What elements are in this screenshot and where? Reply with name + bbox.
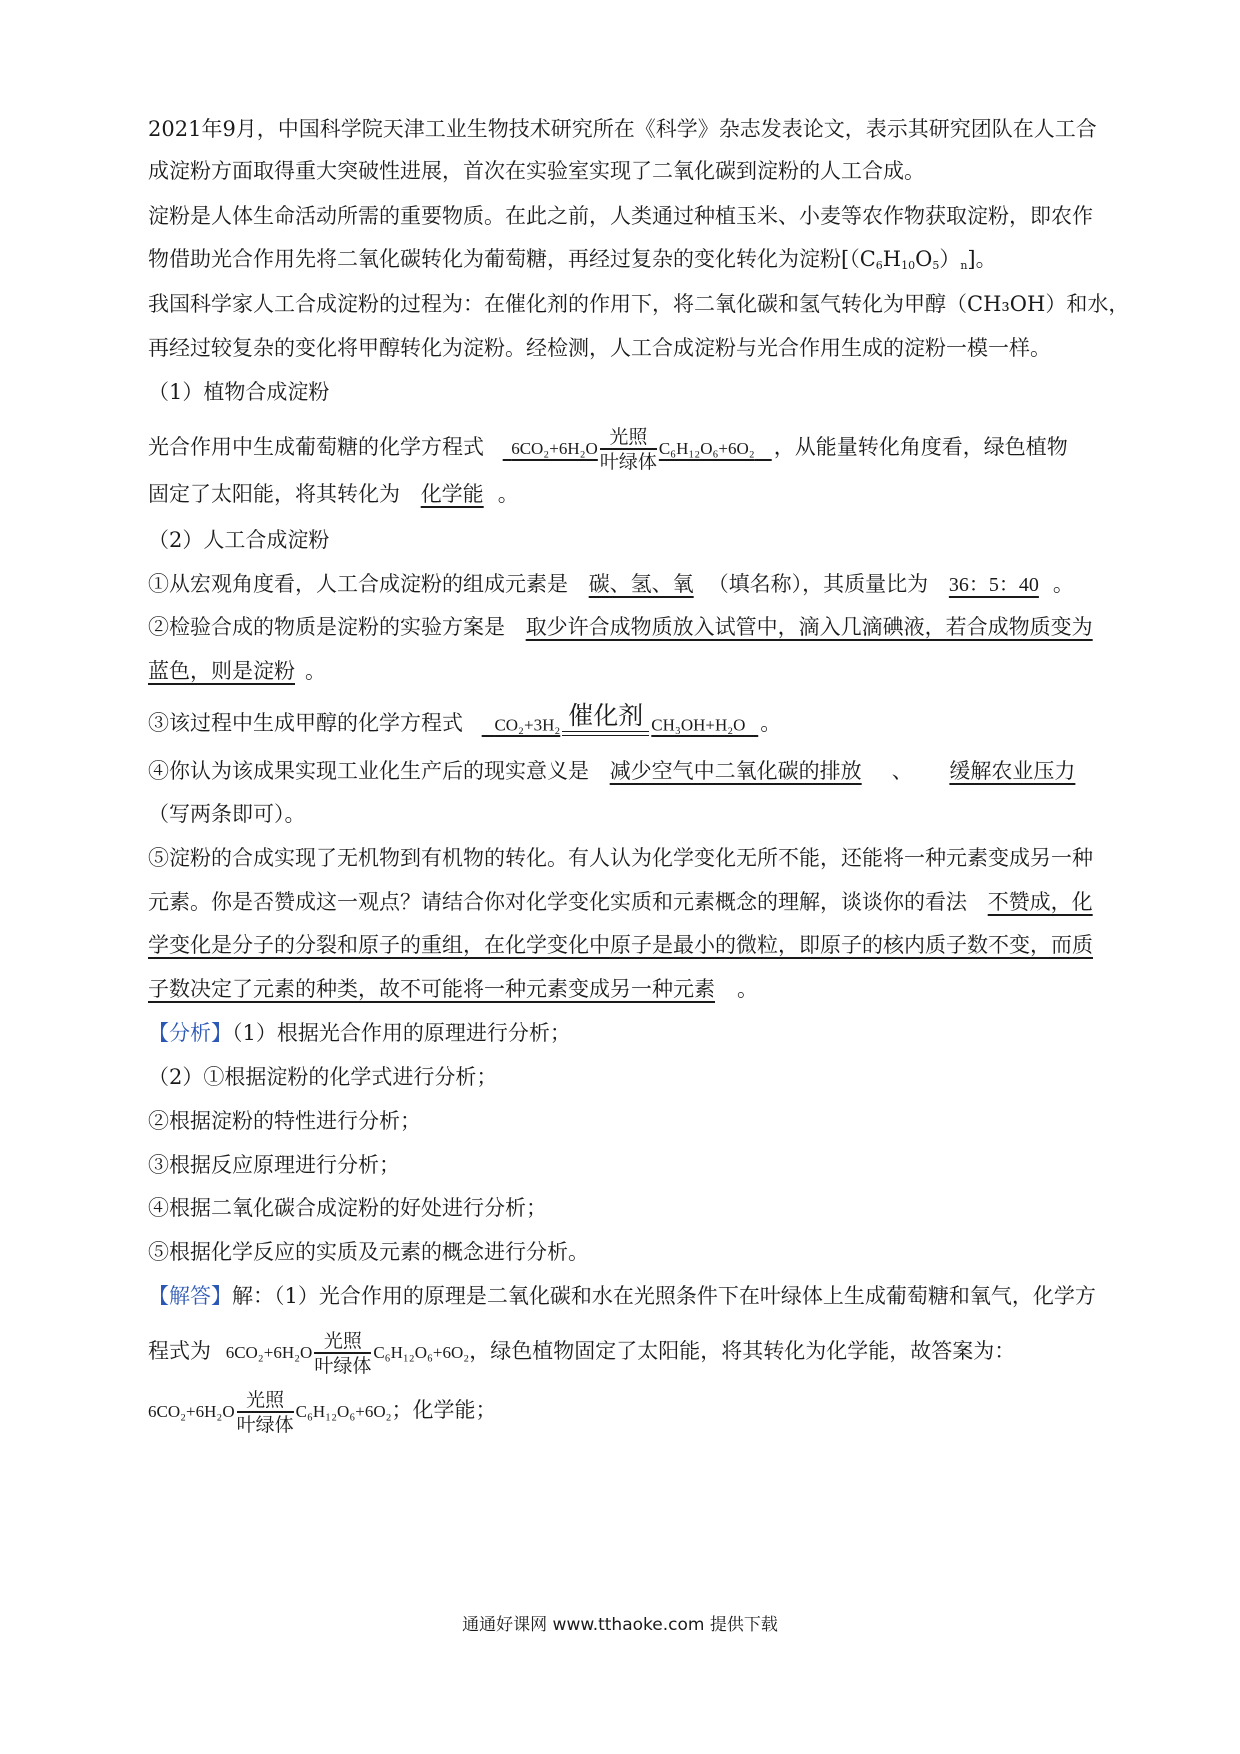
intro-line-2: 成淀粉方面取得重大突破性进展，首次在实验室实现了二氧化碳到淀粉的人工合成。 — [148, 159, 925, 183]
q2-text: （填名称），其质量比为 — [707, 572, 929, 596]
condition-top: 光照 — [600, 426, 657, 450]
q2-text: 元素。你是否赞成这一观点？请结合你对化学变化实质和元素概念的理解，谈谈你的看法 — [148, 890, 967, 914]
q2-text: 、 — [891, 759, 913, 783]
eq-left: 6CO₂+6H₂O — [511, 438, 598, 458]
analysis-line-2: （2）①根据淀粉的化学式进行分析； — [148, 1065, 498, 1089]
q1-text: ，从能量转化角度看，绿色植物 — [773, 434, 1068, 459]
equals-sign — [562, 731, 649, 736]
q1-text: 固定了太阳能，将其转化为 — [148, 482, 400, 506]
formula-sub: 6 — [875, 259, 883, 272]
q2-answer-elements: 碳、氢、氧 — [588, 572, 694, 596]
formula-text: ） — [939, 247, 961, 271]
condition-bottom: 叶绿体 — [314, 1355, 372, 1377]
analysis-line-4: ③根据反应原理进行分析； — [148, 1153, 400, 1177]
process-line-1: 我国科学家人工合成淀粉的过程为：在催化剂的作用下，将二氧化碳和氢气转化为甲醇（CH₃OH）和水， — [148, 292, 1130, 316]
q1-answer-energy: 化学能 — [420, 482, 484, 506]
starch-text: 物借助光合作用先将二氧化碳转化为葡萄糖，再经过复杂的变化转化为淀粉[（C — [148, 247, 876, 271]
q2-b-line-2 — [148, 656, 1132, 686]
intro-line-1: 2021年9月，中国科学院天津工业生物技术研究所在《科学》杂志发表论文，表示其研究团队在人工合 — [148, 117, 1097, 141]
analysis-text: （1）根据光合作用的原理进行分析； — [232, 1021, 571, 1045]
q2-text: ③该过程中生成甲醇的化学方程式 — [148, 711, 463, 735]
answer-tag: 【解答】 — [148, 1284, 232, 1308]
analysis-line-5: ④根据二氧化碳合成淀粉的好处进行分析； — [148, 1196, 547, 1220]
answer-equation — [148, 1389, 392, 1436]
analysis-line-6: ⑤根据化学反应的实质及元素的概念进行分析。 — [148, 1240, 589, 1264]
q2-e-line-4 — [148, 974, 1132, 1004]
q2-answer-mass-ratio: 36：5：40 — [948, 574, 1039, 596]
q2-d-line-2: （写两条即可）。 — [148, 802, 306, 826]
answer-text: ；化学能； — [391, 1397, 497, 1422]
analysis-tag: 【分析】 — [148, 1021, 232, 1045]
eq-right: CH₃OH+H₂O — [651, 715, 746, 734]
q2-text: ①从宏观角度看，人工合成淀粉的组成元素是 — [148, 572, 568, 596]
answer-text: ，绿色植物固定了太阳能，将其转化为化学能，故答案为： — [469, 1338, 1016, 1363]
condition-bottom: 叶绿体 — [599, 451, 657, 473]
q2-answer-opinion-3: 子数决定了元素的种类，故不可能将一种元素变成另一种元素 — [148, 977, 715, 1001]
q2-a-line — [148, 569, 1132, 600]
catalyst-label: 催化剂 — [568, 700, 644, 730]
q1-text: 。 — [497, 482, 519, 506]
analysis-line-3: ②根据淀粉的特性进行分析； — [148, 1109, 421, 1133]
condition-top: 光照 — [314, 1330, 371, 1354]
q2-e-line-2 — [148, 887, 1132, 917]
q2-d-line-1 — [148, 756, 1132, 786]
q2-answer-test-2: 蓝色，则是淀粉 — [148, 659, 295, 683]
formula-text: ]。 — [967, 247, 997, 271]
eq-right: C₆H₁₂O₆+6O₂ — [373, 1342, 470, 1362]
q1-line-1 — [148, 426, 1132, 474]
answer-line-3 — [148, 1389, 1132, 1437]
q2-e-line-3 — [148, 930, 1132, 960]
q2-text: 。 — [1052, 572, 1074, 596]
footer-source: 通通好课网 www.tthaoke.com 提供下载 — [462, 1615, 778, 1635]
condition-bottom: 叶绿体 — [236, 1414, 294, 1436]
analysis-line-1 — [148, 1018, 1132, 1048]
answer-equation — [225, 1330, 470, 1377]
reaction-condition — [237, 1389, 294, 1437]
catalyst-condition — [562, 701, 649, 736]
eq-left: CO₂+3H₂ — [494, 715, 561, 734]
q1-line-2 — [148, 479, 1132, 509]
formula-sub: n — [960, 259, 968, 272]
formula-text: H — [882, 247, 902, 271]
q1-heading: （1）植物合成淀粉 — [148, 380, 330, 404]
q2-answer-opinion-1: 不赞成，化 — [987, 890, 1093, 914]
q2-answer-test-1: 取少许合成物质放入试管中，滴入几滴碘液，若合成物质变为 — [525, 615, 1093, 639]
q2-answer-meaning-2: 缓解农业压力 — [949, 759, 1076, 783]
condition-top: 光照 — [237, 1389, 294, 1413]
reaction-condition — [314, 1330, 371, 1378]
formula-text: O — [915, 247, 933, 271]
q2-text: 。 — [305, 659, 326, 683]
starch-line-2 — [148, 244, 1132, 274]
q2-heading: （2）人工合成淀粉 — [148, 528, 330, 552]
answer-line-2 — [148, 1330, 1132, 1378]
q2-text: 。 — [760, 711, 782, 735]
formula-sub: 5 — [932, 259, 940, 272]
q1-text: 光合作用中生成葡萄糖的化学方程式 — [148, 434, 484, 459]
q2-b-line-1 — [148, 612, 1132, 642]
q2-equation-answer — [480, 700, 761, 744]
answer-line-1 — [148, 1281, 1132, 1311]
process-line-2: 再经过较复杂的变化将甲醇转化为淀粉。经检测，人工合成淀粉与光合作用生成的淀粉一模一样。 — [148, 336, 1051, 360]
reaction-condition — [600, 426, 657, 474]
q2-e-line-1: ⑤淀粉的合成实现了无机物到有机物的转化。有人认为化学变化无所不能，还能将一种元素变成另一种 — [148, 846, 1093, 870]
starch-line-1: 淀粉是人体生命活动所需的重要物质。在此之前，人类通过种植玉米、小麦等农作物获取淀粉，即农作 — [148, 204, 1093, 228]
eq-right: C₆H₁₂O₆+6O₂ — [658, 438, 755, 458]
eq-left: 6CO₂+6H₂O — [148, 1401, 235, 1421]
formula-sub: 10 — [901, 259, 916, 272]
q2-text: ④你认为该成果实现工业化生产后的现实意义是 — [148, 759, 589, 783]
answer-text: 解：（1）光合作用的原理是二氧化碳和水在光照条件下在叶绿体上生成葡萄糖和氧气，化学方 — [232, 1284, 1096, 1308]
q2-answer-meaning-1: 减少空气中二氧化碳的排放 — [609, 759, 862, 783]
eq-left: 6CO₂+6H₂O — [225, 1342, 313, 1362]
eq-right: C₆H₁₂O₆+6O₂ — [295, 1401, 392, 1421]
q2-c-line — [148, 700, 1132, 744]
q2-answer-opinion-2: 学变化是分子的分裂和原子的重组，在化学变化中原子是最小的微粒，即原子的核内质子数不变，而质 — [148, 933, 1093, 957]
q2-text: 。 — [737, 977, 758, 1001]
answer-text: 程式为 — [148, 1338, 211, 1363]
q1-equation-answer — [501, 426, 774, 474]
q2-text: ②检验合成的物质是淀粉的实验方案是 — [148, 615, 505, 639]
